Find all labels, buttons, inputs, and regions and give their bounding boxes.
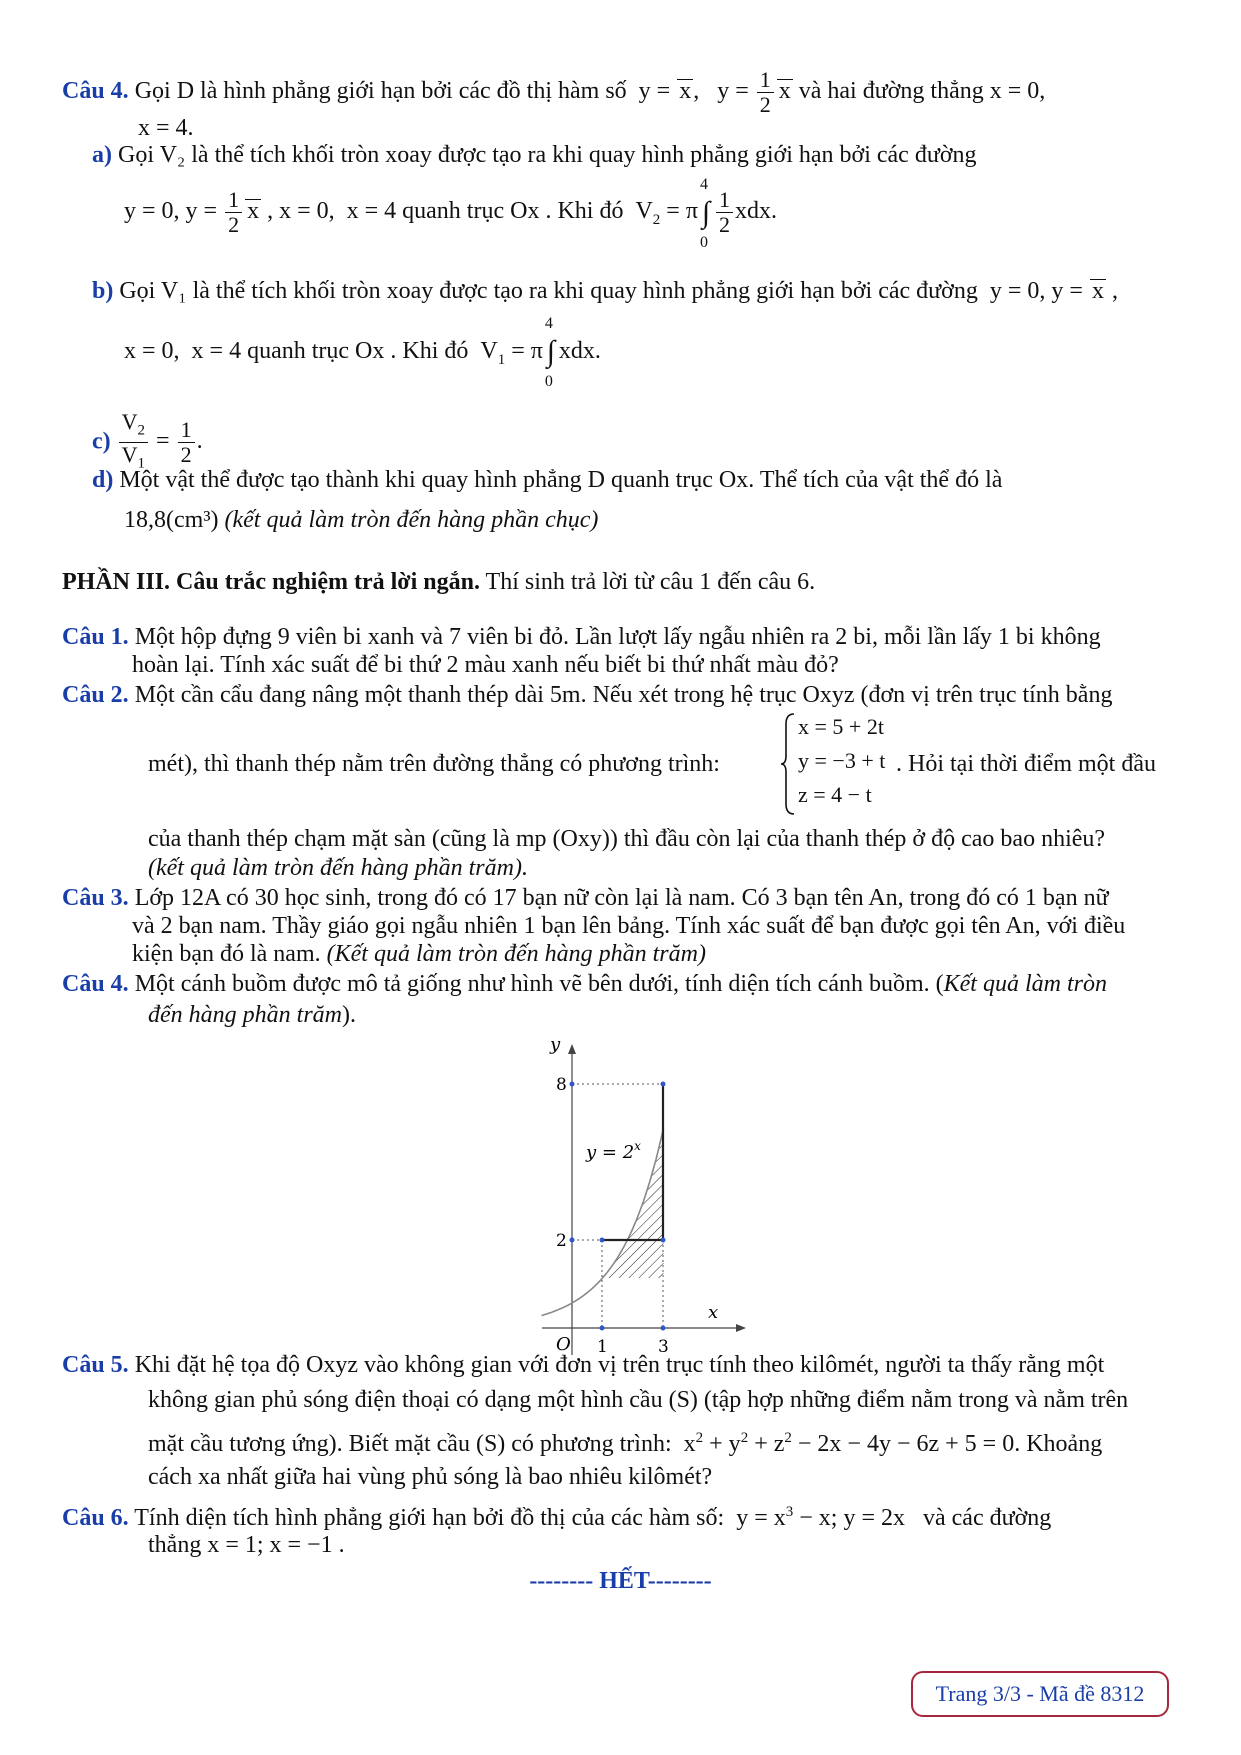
q4a-line2: y = 0, y = $\frac{1}{2}$ x , x = 0, x = 4 quanh trục Ox . Khi đó $V_2 = \pi$ ∫ 4 0 $\frac{1}{2}$ xdx. [124, 175, 777, 251]
q2-line2a: mét), thì thanh thép nằm trên đường thẳng có phương trình: [148, 751, 720, 777]
q4-line2: x = 4. [138, 115, 194, 141]
q4b-line2: x = 0, x = 4 quanh trục Ox . Khi đó $V_1 = \pi$ ∫ 4 0 xdx. [124, 315, 601, 391]
tick-x-1: 1 [597, 1337, 608, 1357]
question-label: Câu 4. [62, 78, 129, 105]
curve-label: $y = 2^x$ [586, 1139, 641, 1163]
x-axis-label: x [708, 1302, 719, 1323]
q3-line1: Câu 3. Lớp 12A có 30 học sinh, trong đó có 17 bạn nữ còn lại là nam. Có 3 bạn tên An, trong đó có 1 bạn nữ [62, 885, 1109, 911]
tick-y-8: 8 [556, 1075, 567, 1095]
q6-line1: Câu 6. Tính diện tích hình phẳng giới hạn bởi đồ thị của các hàm số: $y = x^3 - x$; y = 2x và các đường [62, 1504, 1052, 1531]
q4a-line1: a) Gọi V₂ là thể tích khối tròn xoay được tạo ra khi quay hình phẳng giới hạn bởi các đường [92, 142, 977, 168]
line-system: x = 5 + 2t y = −3 + t z = 4 − t [798, 714, 886, 807]
q4b-line1: b) Gọi V₁ là thể tích khối tròn xoay được tạo ra khi quay hình phẳng giới hạn bởi các đường y = 0, y = x , [92, 278, 1118, 304]
q4-line1: Câu 4. Gọi D là hình phẳng giới hạn bởi các đồ thị hàm số y = x, y = $\frac{1}{2}$ x và hai đường thẳng x = 0, [62, 67, 1046, 117]
part3-heading: PHẦN III. Câu trắc nghiệm trả lời ngắn. Thí sinh trả lời từ câu 1 đến câu 6. [62, 569, 816, 595]
q5-line3: mặt cầu tương ứng). Biết mặt cầu (S) có phương trình: $x^2 + y^2 + z^2 - 2x - 4y - 6z + 5 = 0$. Khoảng [148, 1430, 1103, 1457]
q5-line4: cách xa nhất giữa hai vùng phủ sóng là bao nhiêu kilômét? [148, 1464, 713, 1490]
q4d-line2: 18,8(cm³) (kết quả làm tròn đến hàng phần chục) [124, 507, 599, 533]
origin-label: O [556, 1334, 571, 1355]
q4d-line1: d) Một vật thể được tạo thành khi quay hình phẳng D quanh trục Ox. Thể tích của vật thể đó là [92, 467, 1003, 493]
q2-line2b: . Hỏi tại thời điểm một đầu [896, 751, 1156, 777]
tick-y-2: 2 [556, 1231, 567, 1251]
q1-line1: Câu 1. Một hộp đựng 9 viên bi xanh và 7 viên bi đỏ. Lần lượt lấy ngẫu nhiên ra 2 bi, mỗi lần lấy 1 bi không [62, 624, 1101, 650]
q2-line1: Câu 2. Một cần cẩu đang nâng một thanh thép dài 5m. Nếu xét trong hệ trục Oxyz (đơn vị trên trục tính bằng [62, 682, 1113, 708]
sail-figure [530, 1030, 750, 1360]
y-axis-label: y [550, 1034, 561, 1055]
q3-line3: kiện bạn đó là nam. (Kết quả làm tròn đến hàng phần trăm) [132, 941, 706, 967]
system-brace [780, 712, 796, 816]
q2-line3: của thanh thép chạm mặt sàn (cũng là mp (Oxy)) thì đầu còn lại của thanh thép ở độ cao bao nhiêu? [148, 826, 1106, 852]
q4b-line2: đến hàng phần trăm). [148, 1002, 356, 1028]
q3-line2: và 2 bạn nam. Thầy giáo gọi ngẫu nhiên 1 bạn lên bảng. Tính xác suất để bạn được gọi tên An, với điều [132, 913, 1126, 939]
q1-line2: hoàn lại. Tính xác suất để bi thứ 2 màu xanh nếu biết bi thứ nhất màu đỏ? [132, 652, 839, 678]
q4c-line: c) $\frac{V_2}{V_1}$ = $\frac{1}{2}$ . [92, 409, 203, 472]
q6-line2: thẳng x = 1; x = −1 . [148, 1532, 345, 1558]
q2-line4: (kết quả làm tròn đến hàng phần trăm). [148, 855, 528, 881]
tick-x-3: 3 [658, 1337, 669, 1357]
page-footer-badge: Trang 3/3 - Mã đề 8312 [911, 1671, 1169, 1717]
q4b-line1: Câu 4. Một cánh buồm được mô tả giống như hình vẽ bên dưới, tính diện tích cánh buồm. (Kết quả làm tròn [62, 971, 1107, 997]
end-mark: -------- HẾT-------- [529, 1568, 712, 1594]
q5-line2: không gian phủ sóng điện thoại có dạng một hình cầu (S) (tập hợp những điểm nằm trong và nằm trên [148, 1387, 1129, 1413]
q5-line1: Câu 5. Khi đặt hệ tọa độ Oxyz vào không gian với đơn vị trên trục tính theo kilômét, người ta thấy rằng một [62, 1352, 1105, 1378]
